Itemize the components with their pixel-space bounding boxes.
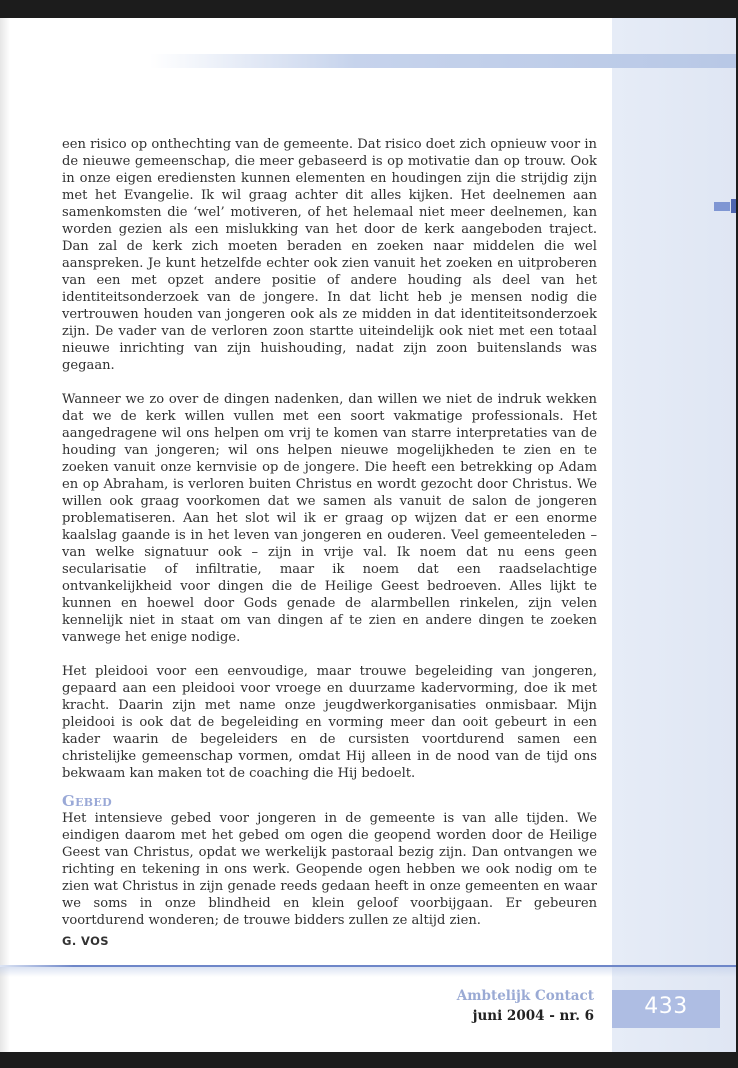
article-body bbox=[62, 136, 597, 929]
paragraph-1: een risico op onthechting van de gemeente. Dat risico doet zich opnieuw voor in de nieuwe gemeenschap, die meer gebaseerd is op motivatie dan op trouw. Ook in onze eigen erediensten kunnen elementen en houdingen zijn die strijdig zijn met het Evangelie. Ik wil graag achter dit alles kijken. Het deelnemen aan samenkomsten die ‘wel’ motiveren, of het helemaal niet meer deelnemen, kan worden gezien als een mislukking van het door de kerk aangeboden traject. Dan zal de kerk zich moeten beraden en zoeken naar middelen die wel aanspreken. Je kunt hetzelfde echter ook zien vanuit het zoeken en uitproberen van een met opzet andere positie of andere houding als deel van het identiteitsonderzoek van de jongere. In dat licht heb je mensen nodig die vertrouwen houden van jongeren ook als ze midden in dat identiteitsonderzoek zijn. De vader van de verloren zoon startte uiteindelijk ook niet met een totaal nieuwe inrichting van zijn huishouding, nadat zijn zoon buitenslands was gegaan. bbox=[62, 137, 597, 373]
binding-shadow bbox=[0, 18, 10, 1052]
issue-info: juni 2004 - nr. 6 bbox=[472, 1008, 594, 1024]
paragraph-2: Wanneer we zo over de dingen nadenken, dan willen we niet de indruk wekken dat we de kerk willen vullen met een soort vakmatige professionals. Het aangedragene wil ons helpen om vrij te komen van starre interpretaties van de houding van jongeren; wil ons helpen nieuwe mogelijkheden te zien en te zoeken vanuit onze kernvisie op de jongere. Die heeft een betrekking op Adam en op Abraham, is verloren buiten Christus en wordt gezocht door Christus. We willen ook graag voorkomen dat we samen als vanuit de salon de jongeren problematiseren. Aan het slot wil ik er graag op wijzen dat er een enorme kaalslag gaande is in het leven van jongeren en ouderen. Veel gemeenteleden – van welke signatuur ook – zijn in vrije val. Ik noem dat nu eens geen secularisatie of infiltratie, maar ik noem dat een raadselachtige ontvankelijkheid voor dingen die de Heilige Geest bedroeven. Alles lijkt te kunnen en hoewel door Gods genade de alarmbellen rinkelen, zijn velen kennelijk niet in staat om van dingen af te zien en andere dingen te zoeken vanwege het enige nodige. bbox=[62, 392, 597, 645]
document-page bbox=[0, 18, 736, 1052]
side-tab-marker-edge bbox=[731, 199, 736, 213]
author-name: G. VOS bbox=[62, 934, 109, 948]
side-color-band bbox=[612, 18, 736, 1052]
footer-rule-shadow bbox=[0, 967, 736, 977]
section-paragraph: Het intensieve gebed voor jongeren in de gemeente is van alle tijden. We eindigen daarom met het gebed om ogen die geopend worden door de Heilige Geest van Christus, opdat we werkelijk pastoraal bezig zijn. Dan ontvangen we richting en tekening in ons werk. Geopende ogen hebben we ook nodig om te zien wat Christus in zijn genade reeds gedaan heeft in onze gemeenten en waar we soms in onze blindheid en klein geloof voorbijgaan. Er gebeuren voortdurend wonderen; de trouwe bidders zullen ze altijd zien. bbox=[62, 811, 597, 928]
magazine-title: Ambtelijk Contact bbox=[456, 988, 594, 1004]
side-tab-marker bbox=[714, 202, 730, 211]
page-number: 433 bbox=[644, 994, 688, 1019]
top-decorative-bar bbox=[150, 54, 736, 68]
paragraph-3: Het pleidooi voor een eenvoudige, maar trouwe begeleiding van jongeren, gepaard aan een pleidooi voor vroege en duurzame kadervorming, doe ik met kracht. Daarin zijn met name onze jeugdwerkorganisaties onmisbaar. Mijn pleidooi is ook dat de begeleiding en vorming meer dan ooit gebeurt in een kader waarin de begeleiders en de cursisten voortdurend samen een christelijke gemeenschap vormen, omdat Hij alleen in de nood van de tijd ons bekwaam kan maken tot de coaching die Hij bedoelt. bbox=[62, 664, 597, 781]
section-heading: Gebed bbox=[62, 792, 112, 810]
